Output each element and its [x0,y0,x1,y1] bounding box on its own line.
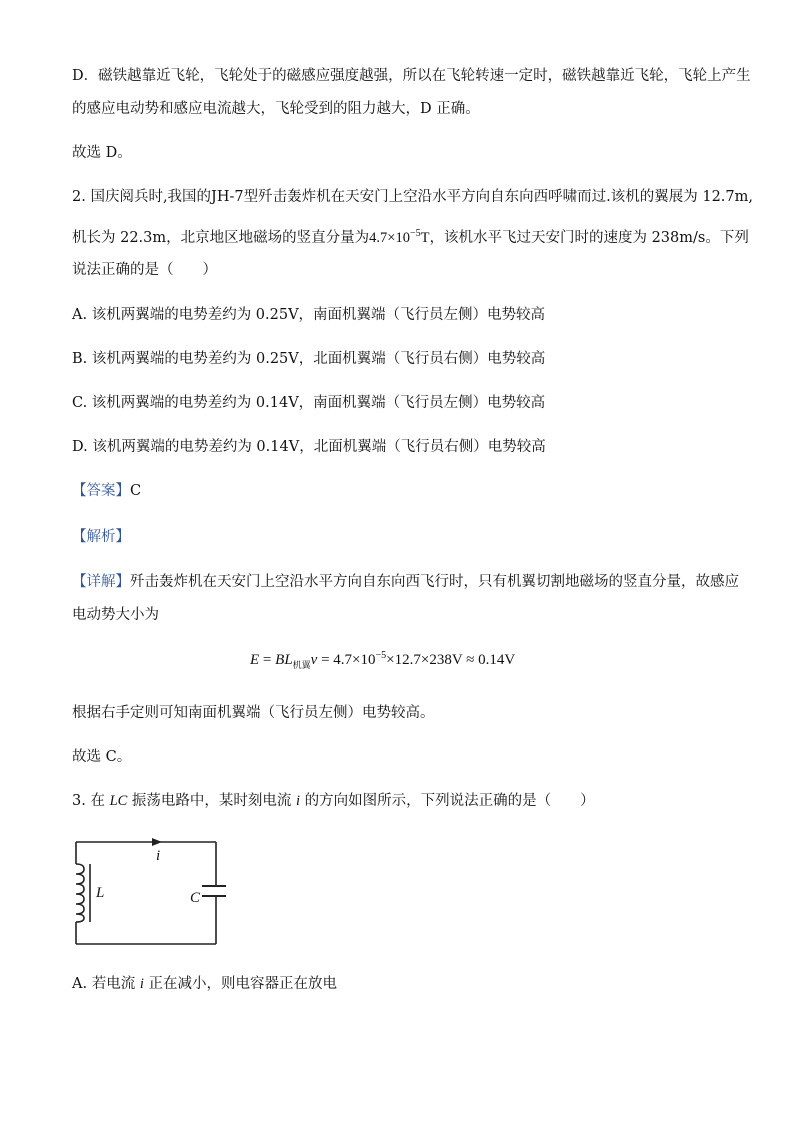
text-fragment: 振荡电路中，某时刻电流 [127,793,297,809]
choice-conclusion: 故选 D。 [72,145,132,161]
question-2-stem [72,224,749,248]
inductor-label: L [96,885,105,901]
field-value [369,230,429,246]
detail-text: 歼击轰炸机在天安门上空沿水平方向自东向西飞行时，只有机翼切割地磁场的竖直分量，故感应 [130,574,739,590]
detail-line [72,572,739,592]
capacitor-label: C [190,890,201,906]
formula-rhs: = 4.7×10 [317,652,376,668]
conclusion-line: 根据右手定则可知南面机翼端（飞行员左侧）电势较高。 [72,705,435,721]
current-symbol: i [139,976,144,992]
text-line: 的感应电动势和感应电流越大，飞轮受到的阻力越大，D 正确。 [72,101,480,117]
lc-circuit-diagram [66,834,226,954]
formula-subscript: 机翼 [292,661,311,671]
emf-formula [250,650,515,671]
formula-result: ×12.7×238V ≈ 0.14V [386,652,516,668]
current-symbol: i [296,793,301,809]
detail-tag: 【详解】 [72,574,130,590]
text-fragment: ，该机水平飞过天安门时的速度为 238m/s。下列 [429,229,749,246]
formula-eq: = [259,652,276,668]
detail-line: 电动势大小为 [72,607,159,623]
choice-conclusion: 故选 C。 [72,749,132,765]
field-unit: T [420,229,430,246]
option-c: C. 该机两翼端的电势差约为 0.14V，南面机翼端（飞行员左侧）电势较高 [72,395,546,411]
formula-l: L [284,652,293,668]
text-fragment: 的方向如图所示，下列说法正确的是（ ） [300,793,595,809]
analysis-tag [72,527,130,547]
option-a [72,974,337,994]
inductor-coil [76,864,84,922]
option-d: D. 该机两翼端的电势差约为 0.14V，北面机翼端（飞行员右侧）电势较高 [72,439,546,455]
analysis-label: 【解析】 [72,529,130,545]
text-fragment: A. 若电流 [72,976,140,992]
current-label: i [156,848,161,864]
text-fragment: 正在减小，则电容器正在放电 [143,976,337,992]
answer-tag: 【答案】 [72,483,130,499]
text-fragment: 机长为 22.3m，北京地区地磁场的竖直分量为 [72,229,370,246]
text-line: D．磁铁越靠近飞轮，飞轮处于的磁感应强度越强，所以在飞轮转速一定时，磁铁越靠近飞轮，飞轮上产生 [72,68,751,84]
lc-symbol: LC [109,793,128,809]
question-3-stem [72,791,595,811]
text-fragment: 3. 在 [72,793,110,809]
field-exponent: −5 [409,228,421,239]
question-2-stem: 说法正确的是（ ） [72,262,217,278]
formula-e: E [250,652,260,668]
field-mantissa: 4.7×10 [369,229,410,246]
formula-v: v [310,652,318,668]
option-b: B. 该机两翼端的电势差约为 0.25V，北面机翼端（飞行员右侧）电势较高 [72,351,546,367]
formula-exponent: −5 [375,650,387,661]
current-arrow-icon [152,838,162,846]
formula-b: B [275,652,285,668]
option-a: A. 该机两翼端的电势差约为 0.25V，南面机翼端（飞行员左侧）电势较高 [72,307,546,323]
question-2-stem: 2. 国庆阅兵时,我国的JH-7型歼击轰炸机在天安门上空沿水平方向自东向西呼啸而过.该机的翼展为 12.7m, [72,189,753,205]
answer-value: C [130,483,142,499]
answer-line [72,481,141,501]
